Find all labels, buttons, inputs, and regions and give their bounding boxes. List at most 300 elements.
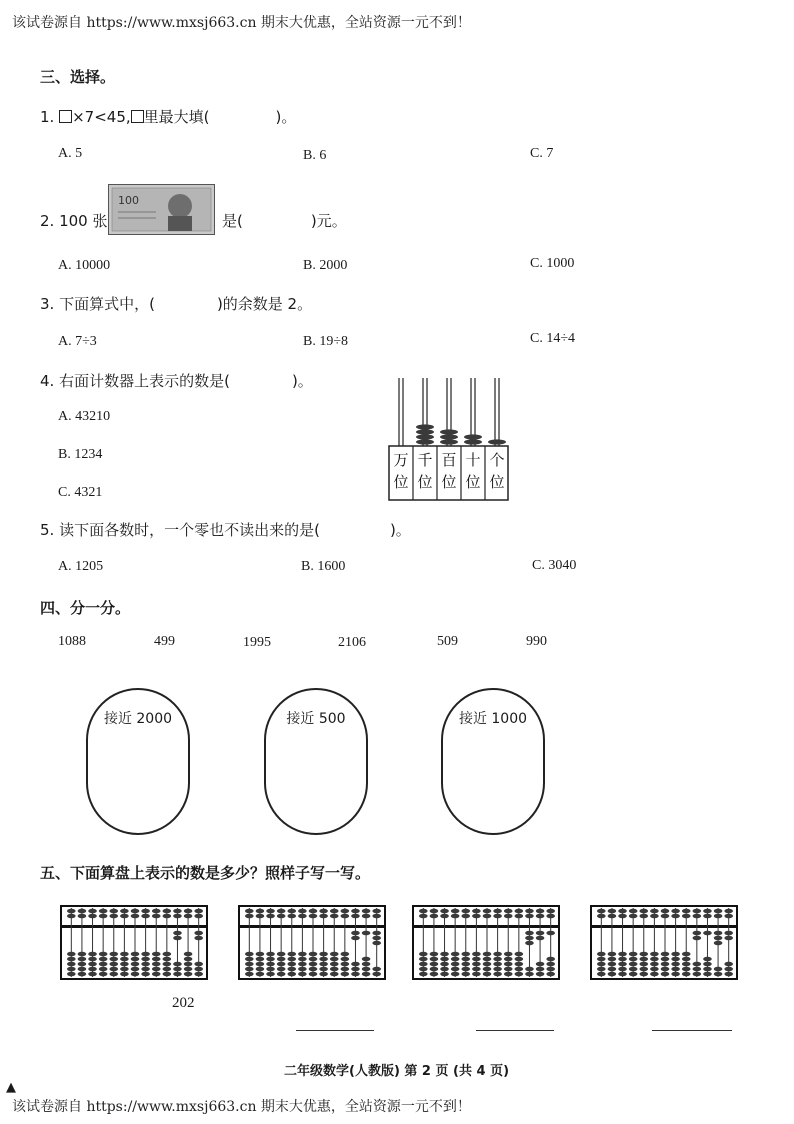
abacus-bead: [266, 957, 275, 962]
abacus-bead: [88, 952, 97, 957]
abacus-bead: [472, 972, 481, 977]
abacus-bead: [287, 952, 296, 957]
abacus-bead: [78, 962, 87, 967]
abacus-bead: [493, 957, 502, 962]
abacus-bead: [372, 967, 381, 972]
q3-option-c: C. 14÷4: [530, 331, 576, 346]
abacus-bead: [163, 962, 172, 967]
abacus-bead: [109, 957, 118, 962]
abacus-bead: [163, 914, 172, 919]
abacus-bead: [245, 967, 254, 972]
abacus-bead: [661, 914, 670, 919]
abacus-bead: [298, 967, 307, 972]
abacus-bead: [266, 914, 275, 919]
abacus-bead: [319, 972, 328, 977]
oval-near-500[interactable]: [264, 688, 368, 835]
abacus-bead: [461, 972, 470, 977]
abacus-bead: [682, 967, 691, 972]
abacus-bead: [472, 952, 481, 957]
abacus-bead: [472, 909, 481, 914]
abacus-bead: [266, 972, 275, 977]
abacus-bead: [440, 914, 449, 919]
counter-label: 位: [489, 473, 505, 491]
counter-bead: [440, 434, 458, 439]
abacus-bead: [152, 952, 161, 957]
abacus-bead: [256, 909, 265, 914]
abacus-bead: [483, 962, 492, 967]
abacus-bead: [277, 972, 286, 977]
abacus-bead: [504, 972, 513, 977]
abacus-bead: [245, 909, 254, 914]
oval-label: 接近 500: [286, 711, 346, 727]
abacus-bead: [671, 957, 680, 962]
abacus-bead: [372, 914, 381, 919]
abacus-bead: [597, 962, 606, 967]
abacus-bead: [461, 909, 470, 914]
abacus-bead: [451, 957, 460, 962]
section4-title: 四、分一分。: [40, 599, 131, 617]
abacus-bead: [194, 972, 203, 977]
abacus-bead: [546, 957, 555, 962]
abacus-4: [590, 905, 738, 980]
abacus-bead: [131, 972, 140, 977]
abacus-bead: [309, 952, 318, 957]
abacus-bead: [152, 914, 161, 919]
abacus-bead: [287, 967, 296, 972]
counter-label: 千: [417, 451, 433, 469]
abacus-bead: [256, 914, 265, 919]
q1-option-c: C. 7: [530, 146, 554, 161]
abacus-bead: [245, 914, 254, 919]
abacus-bead: [629, 972, 638, 977]
question-2-prefix: 2. 100 张: [40, 212, 108, 230]
abacus-bead: [341, 957, 350, 962]
abacus-bead: [78, 972, 87, 977]
abacus-bead: [703, 914, 712, 919]
abacus-bead: [536, 967, 545, 972]
abacus-bead: [419, 967, 428, 972]
abacus-2: [238, 905, 386, 980]
abacus-bead: [608, 962, 617, 967]
question-4: 4. 右面计数器上表示的数是( )。: [40, 372, 313, 390]
abacus-bead: [287, 957, 296, 962]
abacus-bead: [245, 962, 254, 967]
abacus-bead: [184, 967, 193, 972]
abacus-bead: [88, 962, 97, 967]
abacus-bead: [661, 967, 670, 972]
abacus-1: [60, 905, 208, 980]
abacus-bead: [504, 914, 513, 919]
abacus-bead: [493, 967, 502, 972]
abacus-bead: [703, 967, 712, 972]
abacus-bead: [173, 931, 182, 936]
abacus-bead: [88, 914, 97, 919]
abacus-bead: [277, 952, 286, 957]
abacus-bead: [515, 967, 524, 972]
counter-label: 十: [465, 451, 481, 469]
abacus-bead: [629, 962, 638, 967]
abacus-bead: [629, 914, 638, 919]
blank-box-icon: [59, 110, 72, 123]
counter-label: 万: [393, 451, 409, 469]
banknote-100-icon: [108, 184, 215, 235]
abacus-bead: [277, 967, 286, 972]
triangle-marker-icon: ▲: [6, 1080, 16, 1095]
abacus-bead: [99, 962, 108, 967]
q3-option-b: B. 19÷8: [303, 334, 349, 349]
abacus-bead: [724, 972, 733, 977]
q1-option-b: B. 6: [303, 148, 327, 163]
abacus-bead: [515, 972, 524, 977]
abacus-bead: [671, 914, 680, 919]
q2-option-b: B. 2000: [303, 258, 348, 273]
number-item: 2106: [338, 635, 366, 650]
abacus-bead: [362, 931, 371, 936]
abacus-bead: [184, 972, 193, 977]
abacus-bead: [194, 931, 203, 936]
abacus-bead: [341, 909, 350, 914]
abacus-bead: [504, 962, 513, 967]
abacus-bead: [120, 952, 129, 957]
oval-near-2000[interactable]: [86, 688, 190, 835]
abacus-bead: [99, 952, 108, 957]
abacus-bead: [703, 909, 712, 914]
abacus-bead: [372, 936, 381, 941]
abacus-bead: [608, 909, 617, 914]
abacus-bead: [430, 972, 439, 977]
abacus-beam: [61, 925, 207, 928]
abacus-bead: [504, 957, 513, 962]
section5-title: 五、下面算盘上表示的数是多少？照样子写一写。: [40, 864, 371, 882]
abacus-bead: [504, 952, 513, 957]
abacus-bead: [298, 909, 307, 914]
abacus-bead: [525, 967, 534, 972]
abacus-bead: [703, 957, 712, 962]
abacus-bead: [618, 909, 627, 914]
abacus-bead: [341, 914, 350, 919]
abacus-bead: [440, 909, 449, 914]
number-item: 1995: [243, 635, 271, 650]
abacus-bead: [546, 967, 555, 972]
q5-option-b: B. 1600: [301, 559, 346, 574]
abacus-bead: [184, 909, 193, 914]
abacus-bead: [120, 957, 129, 962]
abacus-bead: [629, 909, 638, 914]
abacus-bead: [141, 972, 150, 977]
abacus-bead: [661, 957, 670, 962]
abacus-bead: [703, 962, 712, 967]
abacus-bead: [330, 952, 339, 957]
abacus-bead: [493, 972, 502, 977]
counter-bead: [416, 429, 434, 434]
bottom-banner: 该试卷源自 https://www.mxsj663.cn 期末大优惠，全站资源一元不到！: [12, 1099, 471, 1115]
abacus-bead: [173, 972, 182, 977]
abacus-bead: [163, 952, 172, 957]
counter-bead: [464, 434, 482, 439]
abacus-bead: [266, 952, 275, 957]
abacus-bead: [341, 967, 350, 972]
abacus-bead: [120, 962, 129, 967]
abacus-bead: [515, 952, 524, 957]
question-2-suffix: 是( )元。: [222, 212, 347, 230]
abacus-bead: [152, 967, 161, 972]
abacus-bead: [372, 909, 381, 914]
abacus-bead: [309, 957, 318, 962]
abacus-bead: [546, 914, 555, 919]
abacus-bead: [351, 909, 360, 914]
counter-bead: [464, 439, 482, 444]
abacus-bead: [693, 972, 702, 977]
abacus-bead: [319, 914, 328, 919]
abacus-bead: [440, 952, 449, 957]
abacus-bead: [536, 914, 545, 919]
abacus-bead: [341, 972, 350, 977]
counter-bead: [416, 439, 434, 444]
q5-option-a: A. 1205: [58, 559, 104, 574]
abacus-bead: [714, 967, 723, 972]
abacus-bead: [714, 941, 723, 946]
abacus-bead: [693, 967, 702, 972]
abacus-bead: [618, 957, 627, 962]
abacus-bead: [608, 957, 617, 962]
abacus-bead: [67, 972, 76, 977]
abacus-bead: [525, 972, 534, 977]
abacus-bead: [618, 972, 627, 977]
abacus-bead: [163, 909, 172, 914]
abacus-bead: [173, 967, 182, 972]
abacus-bead: [504, 967, 513, 972]
abacus-bead: [287, 909, 296, 914]
abacus-bead: [597, 952, 606, 957]
abacus-bead: [173, 936, 182, 941]
abacus-bead: [597, 909, 606, 914]
abacus-bead: [141, 967, 150, 972]
abacus-bead: [608, 967, 617, 972]
abacus-bead: [184, 962, 193, 967]
abacus-bead: [693, 931, 702, 936]
abacus-bead: [525, 931, 534, 936]
answer-blank-3[interactable]: [476, 1030, 554, 1031]
abacus-bead: [682, 957, 691, 962]
abacus-bead: [78, 909, 87, 914]
abacus-bead: [515, 962, 524, 967]
abacus-bead: [525, 914, 534, 919]
abacus-bead: [256, 962, 265, 967]
abacus-bead: [515, 914, 524, 919]
abacus-bead: [287, 914, 296, 919]
abacus-bead: [461, 962, 470, 967]
abacus-bead: [671, 962, 680, 967]
abacus-bead: [493, 952, 502, 957]
top-banner: 该试卷源自 https://www.mxsj663.cn 期末大优惠，全站资源一元不到！: [12, 15, 471, 31]
abacus-bead: [152, 972, 161, 977]
abacus-bead: [163, 972, 172, 977]
abacus-bead: [277, 914, 286, 919]
abacus-bead: [714, 914, 723, 919]
abacus-bead: [671, 967, 680, 972]
abacus-bead: [99, 957, 108, 962]
abacus-bead: [629, 957, 638, 962]
abacus-bead: [256, 952, 265, 957]
abacus-bead: [131, 962, 140, 967]
abacus-bead: [493, 909, 502, 914]
q5-option-c: C. 3040: [532, 558, 577, 573]
abacus-bead: [714, 972, 723, 977]
abacus-bead: [430, 909, 439, 914]
q4-option-b: B. 1234: [58, 447, 103, 462]
abacus-bead: [141, 957, 150, 962]
abacus-bead: [372, 941, 381, 946]
abacus-bead: [639, 962, 648, 967]
abacus-bead: [351, 972, 360, 977]
q3-option-a: A. 7÷3: [58, 334, 97, 349]
abacus-bead: [298, 914, 307, 919]
abacus-bead: [330, 972, 339, 977]
counter-bead: [440, 429, 458, 434]
abacus-bead: [330, 967, 339, 972]
abacus-bead: [173, 962, 182, 967]
abacus-bead: [362, 957, 371, 962]
abacus-bead: [483, 952, 492, 957]
abacus-bead: [319, 952, 328, 957]
q2-option-a: A. 10000: [58, 258, 111, 273]
abacus-bead: [419, 909, 428, 914]
abacus-bead: [256, 957, 265, 962]
abacus-bead: [597, 972, 606, 977]
abacus-bead: [629, 952, 638, 957]
abacus-bead: [693, 962, 702, 967]
abacus-bead: [141, 952, 150, 957]
abacus-bead: [362, 909, 371, 914]
number-item: 509: [437, 634, 458, 649]
abacus-bead: [78, 914, 87, 919]
abacus-bead: [67, 967, 76, 972]
abacus-bead: [298, 952, 307, 957]
abacus-bead: [287, 972, 296, 977]
abacus-bead: [330, 909, 339, 914]
counter-bead: [416, 424, 434, 429]
abacus-bead: [440, 957, 449, 962]
oval-label: 接近 1000: [458, 711, 528, 727]
abacus-bead: [341, 952, 350, 957]
abacus-bead: [330, 957, 339, 962]
abacus-bead: [266, 967, 275, 972]
abacus-bead: [184, 952, 193, 957]
abacus-bead: [194, 967, 203, 972]
abacus-bead: [682, 914, 691, 919]
abacus-bead: [483, 909, 492, 914]
abacus-bead: [546, 909, 555, 914]
abacus-bead: [451, 914, 460, 919]
abacus-bead: [319, 957, 328, 962]
number-item: 990: [526, 634, 547, 649]
abacus-bead: [546, 972, 555, 977]
abacus-bead: [724, 909, 733, 914]
question-5: 5. 读下面各数时，一个零也不读出来的是( )。: [40, 521, 411, 539]
abacus-bead: [152, 909, 161, 914]
abacus-bead: [194, 909, 203, 914]
q1-option-a: A. 5: [58, 146, 83, 161]
abacus-bead: [430, 967, 439, 972]
abacus-bead: [330, 962, 339, 967]
abacus-bead: [67, 909, 76, 914]
number-item: 1088: [58, 634, 86, 649]
abacus-bead: [682, 952, 691, 957]
abacus-bead: [472, 967, 481, 972]
abacus-bead: [661, 962, 670, 967]
abacus-bead: [120, 967, 129, 972]
abacus-bead: [99, 914, 108, 919]
abacus-bead: [194, 914, 203, 919]
abacus-bead: [109, 962, 118, 967]
abacus-bead: [419, 962, 428, 967]
abacus-bead: [319, 967, 328, 972]
counter-bead: [416, 434, 434, 439]
abacus-bead: [525, 909, 534, 914]
abacus-bead: [483, 957, 492, 962]
abacus-bead: [309, 972, 318, 977]
abacus-bead: [67, 952, 76, 957]
abacus-bead: [419, 952, 428, 957]
abacus-bead: [67, 914, 76, 919]
abacus-bead: [341, 962, 350, 967]
abacus-bead: [319, 909, 328, 914]
abacus-bead: [650, 909, 659, 914]
abacus-bead: [724, 962, 733, 967]
abacus-bead: [483, 967, 492, 972]
q4-option-c: C. 4321: [58, 485, 103, 500]
counter-label: 位: [441, 473, 457, 491]
abacus-bead: [682, 909, 691, 914]
abacus-bead: [650, 952, 659, 957]
abacus-bead: [525, 941, 534, 946]
oval-near-1000[interactable]: [441, 688, 545, 835]
abacus-bead: [639, 957, 648, 962]
abacus-bead: [724, 967, 733, 972]
answer-blank-2[interactable]: [296, 1030, 374, 1031]
abacus-bead: [109, 967, 118, 972]
number-item: 499: [154, 634, 175, 649]
abacus-bead: [461, 952, 470, 957]
abacus-bead: [78, 952, 87, 957]
abacus-bead: [120, 972, 129, 977]
abacus-bead: [536, 931, 545, 936]
abacus-bead: [430, 962, 439, 967]
abacus-bead: [173, 914, 182, 919]
abacus-bead: [661, 909, 670, 914]
abacus-bead: [277, 909, 286, 914]
abacus-bead: [256, 967, 265, 972]
abacus-bead: [461, 957, 470, 962]
abacus-bead: [152, 957, 161, 962]
abacus-bead: [109, 952, 118, 957]
abacus-bead: [703, 931, 712, 936]
abacus-bead: [351, 914, 360, 919]
abacus-bead: [597, 967, 606, 972]
abacus-bead: [419, 914, 428, 919]
abacus-bead: [109, 972, 118, 977]
abacus-bead: [256, 972, 265, 977]
abacus-bead: [608, 914, 617, 919]
abacus-bead: [245, 952, 254, 957]
abacus-bead: [650, 962, 659, 967]
answer-blank-4[interactable]: [652, 1030, 732, 1031]
abacus-bead: [693, 936, 702, 941]
abacus-bead: [163, 957, 172, 962]
abacus-bead: [724, 936, 733, 941]
abacus-bead: [493, 914, 502, 919]
abacus-bead: [440, 962, 449, 967]
